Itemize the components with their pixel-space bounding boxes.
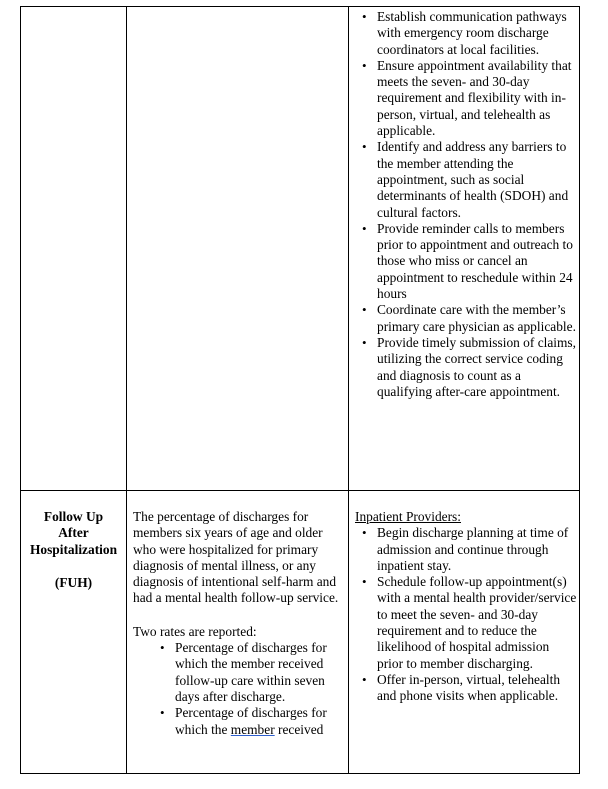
column-divider-2: [348, 6, 349, 774]
measure-name-cell: [21, 509, 126, 591]
measure-description-cell: [133, 509, 345, 738]
spellcheck-flagged-word: member: [230, 721, 275, 737]
column-divider-1: [126, 6, 127, 774]
strategy-item: • Offer in-person, virtual, telehealth and phone visits when applicable.: [355, 672, 577, 705]
rate-text: received: [274, 721, 324, 737]
strategy-item: • Establish communication pathways with emergency room discharge coordinators at local facilities.: [355, 9, 577, 58]
rate-item: • Percentage of discharges for which the member received follow-up care within seven days after discharge.: [153, 640, 345, 705]
measure-name-line: Hospitalization: [29, 541, 118, 557]
measures-table: [20, 6, 580, 774]
strategy-item: • Provide timely submission of claims, utilizing the correct service coding and diagnosis to count as a qualifying after-care appointment.: [355, 335, 577, 400]
provider-strategies-cell: [355, 509, 577, 705]
measure-name-line: Follow Up: [43, 509, 104, 524]
table-bottom-border: [20, 773, 580, 774]
rates-intro: Two rates are reported:: [133, 623, 257, 639]
strategy-item: • Schedule follow-up appointment(s) with a mental health provider/service to meet the seven- and 30-day requirement and to reduce the likelihood of hospital admission prior to member discharging.: [355, 574, 577, 672]
table-top-border: [20, 6, 580, 7]
provider-strategy-list: [355, 525, 577, 704]
strategy-list: [355, 9, 577, 400]
strategy-item: • Provide reminder calls to members prior to appointment and outreach to those who miss or cancel an appointment to reschedule within 24 hours: [355, 221, 577, 302]
strategy-item: • Begin discharge planning at time of admission and continue through inpatient stay.: [355, 525, 577, 574]
rate-text: Percentage of discharges for which the: [175, 705, 327, 737]
strategy-item: • Coordinate care with the member’s primary care physician as applicable.: [355, 302, 577, 335]
rates-list: [133, 640, 345, 738]
providers-heading: Inpatient Providers:: [355, 509, 461, 524]
table-right-border: [579, 6, 580, 774]
rate-item: [153, 705, 345, 738]
strategy-item: • Identify and address any barriers to the member attending the appointment, such as social determinants of health (SDOH) and cultural factors.: [355, 139, 577, 220]
measure-description: The percentage of discharges for members six years of age and older who were hospitalized for primary diagnosis of mental illness, or any diagnosis of intentional self-harm and had a mental health follow-up service.: [133, 509, 339, 606]
strategy-item: • Ensure appointment availability that meets the seven- and 30-day requirement and flexibility with in-person, virtual, and telehealth as applicable.: [355, 58, 577, 139]
measure-name-line: After: [58, 525, 89, 541]
top-row-strategies-cell: [355, 9, 577, 400]
measure-abbreviation: (FUH): [54, 574, 93, 590]
row-divider: [20, 490, 580, 491]
table-left-border: [20, 6, 21, 774]
